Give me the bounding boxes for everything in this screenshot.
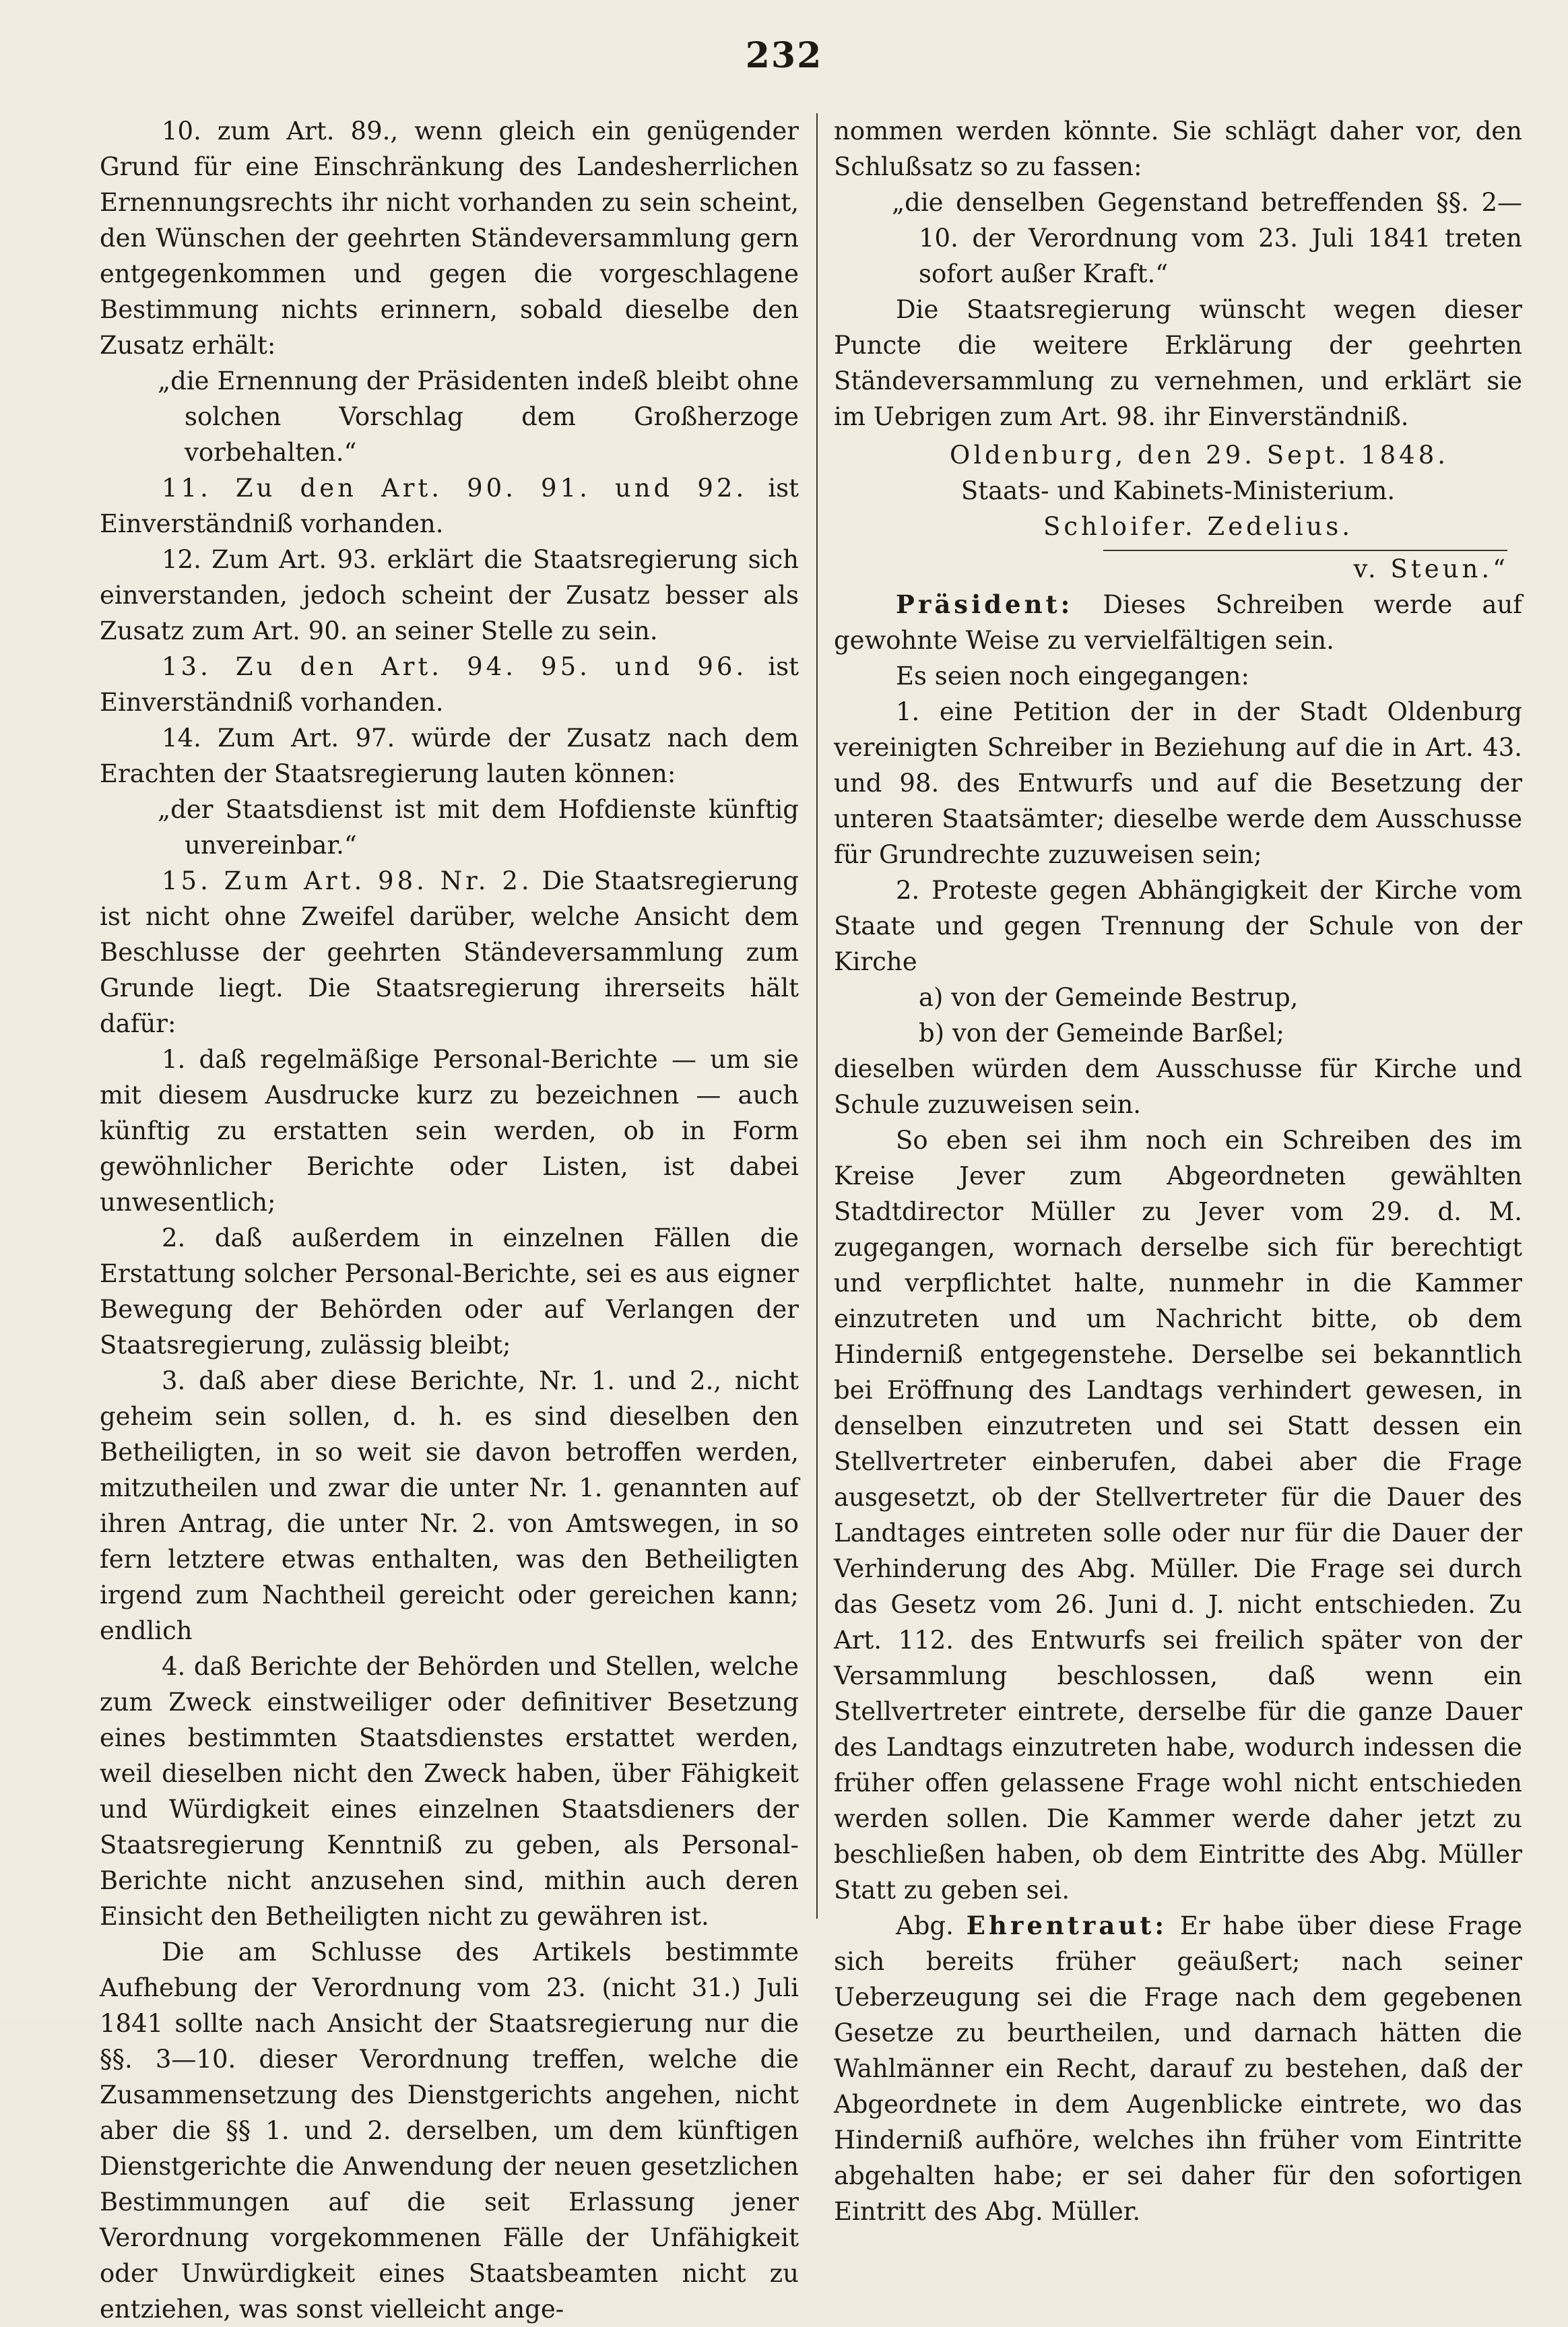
paragraph: So eben sei ihm noch ein Schreiben des im Kreise Jever zum Abgeordneten gewählten Stadtdirector Müller zu Jever vom 29. d. M. zugegangen, wornach derselbe sich für berechtigt und verpflichtet halte, nunmehr in die Kammer einzutreten und um Nachricht bitte, ob dem Hinderniß entgegenstehe. Derselbe sei bekanntlich bei Eröffnung des Landtags verhindert gewesen, in denselben einzutreten und sei Statt dessen ein Stellvertreter einberufen, dabei aber die Frage ausgesetzt, ob der Stellvertreter für die Dauer des Landtages eintreten solle oder nur für die Dauer der Verhinderung des Abg. Müller. Die Frage sei durch das Gesetz vom 26. Juni d. J. nicht entschieden. Zu Art. 112. des Entwurfs sei freilich später von der Versammlung beschlossen, daß wenn ein Stellvertreter eintrete, derselbe für die ganze Dauer des Landtags einzutreten habe, wodurch indessen die früher offen gelassene Frage wohl nicht entschieden werden sollen. Die Kammer werde daher jetzt zu beschließen haben, ob dem Eintritte des Abg. Müller Statt zu geben sei. <box>834 1126 1522 1905</box>
list-item: 4. daß Berichte der Behörden und Stellen, welche zum Zweck einstweiliger oder definitiver Besetzung eines bestimmten Staatsdienstes erstattet werden, weil dieselben nicht den Zweck haben, über Fähigkeit und Würdigkeit eines einzelnen Staatsdieners der Staatsregierung Kenntniß zu geben, als Personal-Berichte nicht anzusehen sind, mithin auch deren Einsicht den Betheiligten nicht zu gewähren ist. <box>100 1652 799 1931</box>
list-item: 1. daß regelmäßige Personal-Berichte — um sie mit diesem Ausdrucke kurz zu bezeichnen — auch künftig zu erstatten sein werden, ob in Form gewöhnlicher Berichte oder Listen, ist dabei unwesentlich; <box>100 1045 799 1217</box>
paragraph-text: Er habe über diese Frage sich bereits früher geäußert; nach seiner Ueberzeugung sei die Frage nach dem gegebenen Gesetze zu beurtheilen, und darnach hätten die Wahlmänner ein Recht, darauf zu bestehen, daß der Abgeordnete in dem Augenblicke eintrete, wo das Hinderniß aufhöre, welches ihn früher vom Eintritte abgehalten habe; er sei daher für den sofortigen Eintritt des Abg. Müller. <box>834 1911 1522 2226</box>
paragraph-text: Dieses Schreiben werde auf gewohnte Weise zu vervielfältigen sein. <box>834 590 1522 655</box>
paragraph <box>100 470 799 542</box>
signatories: Schloifer. Zedelius. <box>1043 512 1353 541</box>
left-column <box>100 113 799 2327</box>
paragraph <box>100 649 799 720</box>
ministry-name: Staats- und Kabinets-Ministerium. <box>960 476 1396 505</box>
page-number: 232 <box>745 35 823 76</box>
paragraph: 12. Zum Art. 93. erklärt die Staatsregierung sich einverstanden, jedoch scheint der Zusatz besser als Zusatz zum Art. 90. an seiner Stelle zu sein. <box>100 545 799 645</box>
quotation: „die Ernennung der Präsidenten indeß bleibt ohne solchen Vorschlag dem Großherzoge vorbehalten.“ <box>158 366 799 467</box>
article-reference: 15. Zum Art. 98. Nr. 2. <box>162 866 533 895</box>
right-column <box>834 113 1522 2229</box>
list-item: 3. daß aber diese Berichte, Nr. 1. und 2., nicht geheim sein sollen, d. h. es sind dieselben den Betheiligten, in so weit sie davon betroffen werden, mitzutheilen und zwar die unter Nr. 1. genannten auf ihren Antrag, die unter Nr. 2. von Amtswegen, in so fern letztere etwas enthalten, was den Betheiligten irgend zum Nachtheil gereicht oder gereichen kann; endlich <box>100 1366 799 1645</box>
column-divider <box>816 113 818 1919</box>
paragraph: Es seien noch eingegangen: <box>896 662 1249 691</box>
paragraph: dieselben würden dem Ausschusse für Kirche und Schule zuzuweisen sein. <box>834 1054 1522 1119</box>
list-item: 2. daß außerdem in einzelnen Fällen die Erstattung solcher Personal-Berichte, sei es aus eigner Bewegung der Behörden oder auf Verlangen der Staatsregierung, zulässig bleibt; <box>100 1223 799 1360</box>
sub-list-item: a) von der Gemeinde Bestrup, <box>919 983 1299 1012</box>
paragraph: 14. Zum Art. 97. würde der Zusatz nach dem Erachten der Staatsregierung lauten können: <box>100 724 799 788</box>
paragraph-text: ist Einverständniß vorhanden. <box>100 474 799 538</box>
countersignature: v. Steun.“ <box>1353 554 1509 583</box>
sub-list-item: b) von der Gemeinde Barßel; <box>919 1019 1284 1048</box>
quotation: „der Staatsdienst ist mit dem Hofdienste künftig unvereinbar.“ <box>158 795 799 860</box>
paragraph-text: Die Staatsregierung ist nicht ohne Zweifel darüber, welche Ansicht dem Beschlusse der geehrten Ständeversammlung zum Grunde liegt. Die Staatsregierung ihrerseits hält dafür: <box>100 866 799 1038</box>
speaker-prefix: Abg. <box>896 1911 967 1940</box>
paragraph-text: ist Einverständniß vorhanden. <box>100 652 799 717</box>
paragraph <box>834 1908 1522 2229</box>
paragraph <box>100 863 799 1042</box>
speaker-label: Präsident: <box>896 589 1074 619</box>
paragraph: nommen werden könnte. Sie schlägt daher vor, den Schlußsatz so zu fassen: <box>834 117 1522 181</box>
list-item: 2. Proteste gegen Abhängigkeit der Kirche vom Staate und gegen Trennung der Schule von der Kirche <box>834 876 1522 976</box>
place-date: Oldenburg, den 29. Sept. 1848. <box>950 441 1449 470</box>
paragraph: 10. zum Art. 89., wenn gleich ein genügender Grund für eine Einschränkung des Landesherrlichen Ernennungsrechts ihr nicht vorhanden zu sein scheint, den Wünschen der geehrten Ständeversammlung gern entgegenkommen und gegen die vorgeschlagene Bestimmung nichts erinnern, sobald dieselbe den Zusatz erhält: <box>100 117 799 360</box>
speaker-label: Ehrentraut: <box>966 1911 1167 1940</box>
paragraph <box>834 587 1522 658</box>
quotation: „die denselben Gegenstand betreffenden §§. 2—10. der Verordnung vom 23. Juli 1841 treten sofort außer Kraft.“ <box>892 188 1522 288</box>
paragraph: Die am Schlusse des Artikels bestimmte Aufhebung der Verordnung vom 23. (nicht 31.) Juli 1841 sollte nach Ansicht der Staatsregierung nur die §§. 3—10. dieser Verordnung treffen, welche die Zusammensetzung des Dienstgerichts angehen, nicht aber die §§ 1. und 2. derselben, um dem künftigen Dienstgerichte die Anwendung der neuen gesetzlichen Bestimmungen auf die seit Erlassung jener Verordnung vorgekommenen Fälle der Unfähigkeit oder Unwürdigkeit eines Staatsbeamten nicht zu entziehen, was sonst vielleicht ange- <box>100 1938 799 2324</box>
paragraph: Die Staatsregierung wünscht wegen dieser Puncte die weitere Erklärung der geehrten Ständeversammlung zu vernehmen, und erklärt sie im Uebrigen zum Art. 98. ihr Einverständniß. <box>834 295 1522 431</box>
article-reference: 11. Zu den Art. 90. 91. und 92. <box>162 474 748 503</box>
article-reference: 13. Zu den Art. 94. 95. und 96. <box>162 652 748 681</box>
list-item: 1. eine Petition der in der Stadt Oldenburg vereinigten Schreiber in Beziehung auf die in Art. 43. und 98. des Entwurfs und auf die Besetzung der unteren Staatsämter; dieselbe werde dem Ausschusse für Grundrechte zuzuweisen sein; <box>834 697 1522 869</box>
